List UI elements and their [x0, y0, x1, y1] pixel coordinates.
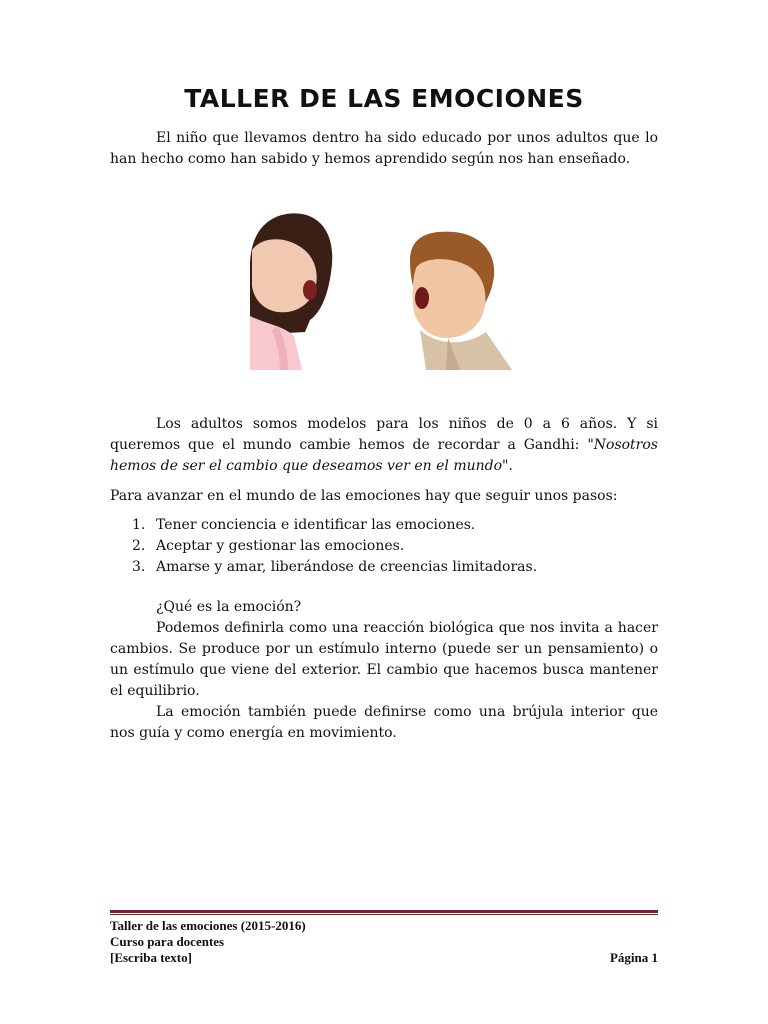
list-item — [126, 557, 658, 578]
adults-paragraph-text: Los adultos somos modelos para los niños de 0 a 6 años. Y si queremos que el mundo cambie hemos de recordar a Gandhi: — [110, 416, 658, 453]
boy-figure — [410, 232, 512, 370]
footer-rule-thin — [110, 914, 658, 915]
woman-figure — [250, 213, 332, 370]
list-item-text: Amarse y amar, liberándose de creencias limitadoras. — [156, 559, 538, 575]
list-item-text: Tener conciencia e identificar las emociones. — [156, 517, 476, 533]
list-item — [126, 515, 658, 536]
footer-course-subtitle: Curso para docentes — [110, 934, 225, 949]
list-item — [126, 536, 658, 557]
footer-rule-thick — [110, 910, 658, 913]
footer-placeholder: [Escriba texto] — [110, 950, 192, 965]
intro-paragraph: El niño que llevamos dentro ha sido educado por unos adultos que lo han hecho como han sabido y hemos aprendido según nos han enseñado. — [110, 130, 658, 167]
list-item-number: 2. — [132, 538, 146, 554]
footer-course-title: Taller de las emociones (2015-2016) — [110, 918, 306, 933]
page-number: Página 1 — [609, 950, 658, 965]
gandhi-quote: "Nosotros hemos de ser el cambio que deseamos ver en el mundo" — [110, 437, 658, 474]
list-item-number: 3. — [132, 559, 146, 575]
advance-paragraph: Para avanzar en el mundo de las emociones hay que seguir unos pasos: — [110, 488, 618, 504]
steps-list — [126, 515, 658, 578]
adults-paragraph — [110, 414, 658, 477]
illustration-mother-and-child — [250, 206, 514, 370]
emotion-section — [110, 597, 658, 744]
page-title: TALLER DE LAS EMOCIONES — [184, 84, 584, 113]
list-item-number: 1. — [132, 517, 146, 533]
list-item-text: Aceptar y gestionar las emociones. — [156, 538, 405, 554]
emotion-question: ¿Qué es la emoción? — [156, 599, 302, 615]
emotion-definition: Podemos definirla como una reacción biológica que nos invita a hacer cambios. Se produce por un estímulo interno (puede ser un pensamiento) o un estímulo que viene del exterior. El cambio que hacemos busca mantener el equilibrio. — [110, 620, 658, 699]
emotion-compass: La emoción también puede definirse como una brújula interior que nos guía y como energía en movimiento. — [110, 704, 658, 741]
adults-paragraph-end: . — [508, 458, 513, 474]
